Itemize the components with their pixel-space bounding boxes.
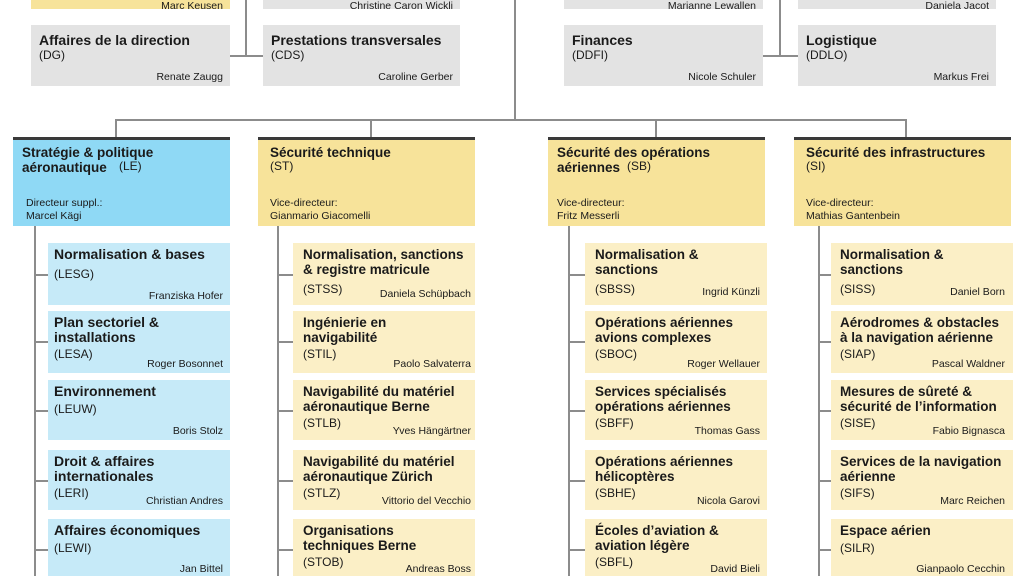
division-head: Gianmario Giacomelli [270,210,371,222]
section-code: (SBFL) [595,555,634,569]
division-drop-st [370,119,372,137]
staff-right-stem [779,0,781,56]
division-code: (ST) [270,159,294,173]
section-silr [831,519,1013,576]
division-head: Fritz Messerli [557,210,620,222]
section-title: Ingénierie en navigabilité [303,315,387,345]
division-drop-le [115,119,117,137]
section-code: (SILR) [840,541,875,555]
section-code: (SBOC) [595,347,637,361]
person-name: Caroline Gerber [378,71,453,83]
person-name: Marianne Lewallen [667,0,756,9]
tick-st-5 [277,549,293,551]
section-sboc [585,311,767,373]
person-name: Fabio Bignasca [932,425,1005,437]
section-code: (LEUW) [54,402,97,416]
section-leri [48,450,230,510]
section-sbfl [585,519,767,576]
section-stlz [293,450,475,510]
tick-st-4 [277,480,293,482]
tick-sb-2 [568,341,585,343]
top-unit-right1 [564,0,763,9]
person-name: Ingrid Künzli [702,286,760,298]
section-code: (STIL) [303,347,337,361]
tree-st [277,226,279,576]
person-name: Marc Reichen [940,495,1005,507]
staff-left-stem [245,0,247,56]
section-title: Opérations aériennes hélicoptères [595,454,734,484]
section-title: Aérodromes & obstacles à la navigation aérienne [840,315,1000,345]
section-title: Droit & affaires internationales [54,453,155,484]
unit-title: Affaires de la direction [39,32,190,48]
section-code: (STOB) [303,555,344,569]
section-leuw [48,380,230,440]
section-title: Opérations aériennes avions complexes [595,315,734,345]
section-lesa [48,311,230,373]
tick-sb-5 [568,549,585,551]
division-head: Marcel Kägi [26,210,82,222]
section-siss [831,243,1013,305]
section-title: Services de la navigation aérienne [840,454,1002,484]
staff-unit-dg [31,25,230,86]
person-name: Pascal Waldner [931,358,1005,370]
tick-si-4 [818,480,831,482]
section-lewi [48,519,230,576]
person-name: Roger Bosonnet [147,358,223,370]
section-code: (STLZ) [303,486,341,500]
section-code: (SBSS) [595,282,636,296]
person-name: Christine Caron Wickli [349,0,453,9]
section-code: (SISS) [840,282,876,296]
person-name: Marc Keusen [161,0,223,9]
staff-unit-ddlo [798,25,996,86]
main-trunk-line [514,0,516,120]
section-sise [831,380,1013,440]
division-st [258,137,475,226]
section-code: (LERI) [54,486,89,500]
person-name: Boris Stolz [172,425,223,437]
person-name: Christian Andres [145,495,223,507]
section-title: Normalisation & bases [54,246,205,262]
tick-si-1 [818,274,831,276]
tree-sb [568,226,570,576]
section-stss [293,243,475,305]
section-title: Espace aérien [840,523,931,538]
person-name: Roger Wellauer [687,358,760,370]
section-code: (LESA) [54,347,93,361]
section-title: Affaires économiques [54,522,201,538]
section-title: Écoles d’aviation & aviation légère [595,523,719,553]
section-code: (STLB) [303,416,342,430]
tick-st-1 [277,274,293,276]
section-lesg [48,243,230,305]
top-unit-left2 [263,0,460,9]
division-role: Vice-directeur: [270,197,338,209]
section-siap [831,311,1013,373]
division-code: (LE) [119,159,142,173]
person-name: David Bieli [710,563,760,575]
tree-si [818,226,820,576]
tick-st-2 [277,341,293,343]
person-name: Nicola Garovi [696,495,760,507]
person-name: Renate Zaugg [156,71,223,83]
person-name: Vittorio del Vecchio [381,495,471,507]
unit-code: (DDFI) [572,48,608,62]
tick-le-1 [34,274,48,276]
division-drop-si [905,119,907,137]
division-sb [548,137,765,226]
top-unit-right2 [798,0,996,9]
tree-le [34,226,36,576]
section-sbff [585,380,767,440]
section-stob [293,519,475,576]
division-code: (SI) [806,159,826,173]
section-stlb [293,380,475,440]
division-role: Vice-directeur: [806,197,874,209]
tick-le-5 [34,549,48,551]
person-name: Nicole Schuler [688,71,756,83]
top-unit-left1 [31,0,230,9]
section-title: Plan sectoriel & installations [54,314,160,345]
division-code: (SB) [627,159,651,173]
section-title: Normalisation, sanctions & registre matricule [303,247,464,277]
person-name: Daniela Jacot [925,0,989,9]
person-name: Yves Hängärtner [392,425,471,437]
section-code: (SISE) [840,416,876,430]
person-name: Paolo Salvaterra [393,358,471,370]
section-title: Environnement [54,383,156,399]
section-title: Navigabilité du matériel aéronautique Zürich [303,454,455,484]
person-name: Markus Frei [933,71,989,83]
tick-si-3 [818,410,831,412]
division-title: Sécurité des infrastructures [806,145,986,160]
section-sbhe [585,450,767,510]
section-stil [293,311,475,373]
person-name: Thomas Gass [694,425,760,437]
tick-si-2 [818,341,831,343]
section-title: Mesures de sûreté & sécurité de l’information [840,384,997,414]
tick-sb-1 [568,274,585,276]
division-le [13,137,230,226]
person-name: Andreas Boss [405,563,471,575]
division-title: Sécurité des opérations aériennes [557,145,711,175]
division-head: Mathias Gantenbein [806,210,900,222]
person-name: Jan Bittel [179,563,223,575]
tick-le-3 [34,410,48,412]
section-code: (STSS) [303,282,343,296]
unit-code: (DDLO) [806,48,848,62]
division-title: Stratégie & politique aéronautique [22,145,154,175]
section-sbss [585,243,767,305]
division-drop-sb [655,119,657,137]
division-bus-line [115,119,907,121]
staff-unit-cds [263,25,460,86]
section-code: (SBFF) [595,416,634,430]
person-name: Franziska Hofer [148,290,223,302]
tick-le-4 [34,480,48,482]
tick-st-3 [277,410,293,412]
section-code: (SBHE) [595,486,636,500]
section-title: Navigabilité du matériel aéronautique Berne [303,384,455,414]
unit-title: Logistique [806,32,877,48]
division-si [794,137,1011,226]
section-title: Normalisation & sanctions [840,247,944,277]
section-code: (SIAP) [840,347,876,361]
section-title: Services spécialisés opérations aériennes [595,384,731,414]
tick-le-2 [34,341,48,343]
division-title: Sécurité technique [270,145,391,160]
unit-code: (DG) [39,48,65,62]
section-code: (LEWI) [54,541,92,555]
section-title: Normalisation & sanctions [595,247,699,277]
unit-title: Prestations transversales [271,32,442,48]
person-name: Daniela Schüpbach [379,288,471,300]
tick-sb-4 [568,480,585,482]
person-name: Gianpaolo Cecchin [916,563,1005,575]
division-role: Vice-directeur: [557,197,625,209]
unit-title: Finances [572,32,633,48]
section-sifs [831,450,1013,510]
staff-unit-ddfi [564,25,763,86]
tick-si-5 [818,549,831,551]
section-code: (SIFS) [840,486,875,500]
division-role: Directeur suppl.: [26,197,103,209]
person-name: Daniel Born [950,286,1005,298]
unit-code: (CDS) [271,48,305,62]
section-code: (LESG) [54,267,95,281]
section-title: Organisations techniques Berne [303,523,417,553]
tick-sb-3 [568,410,585,412]
